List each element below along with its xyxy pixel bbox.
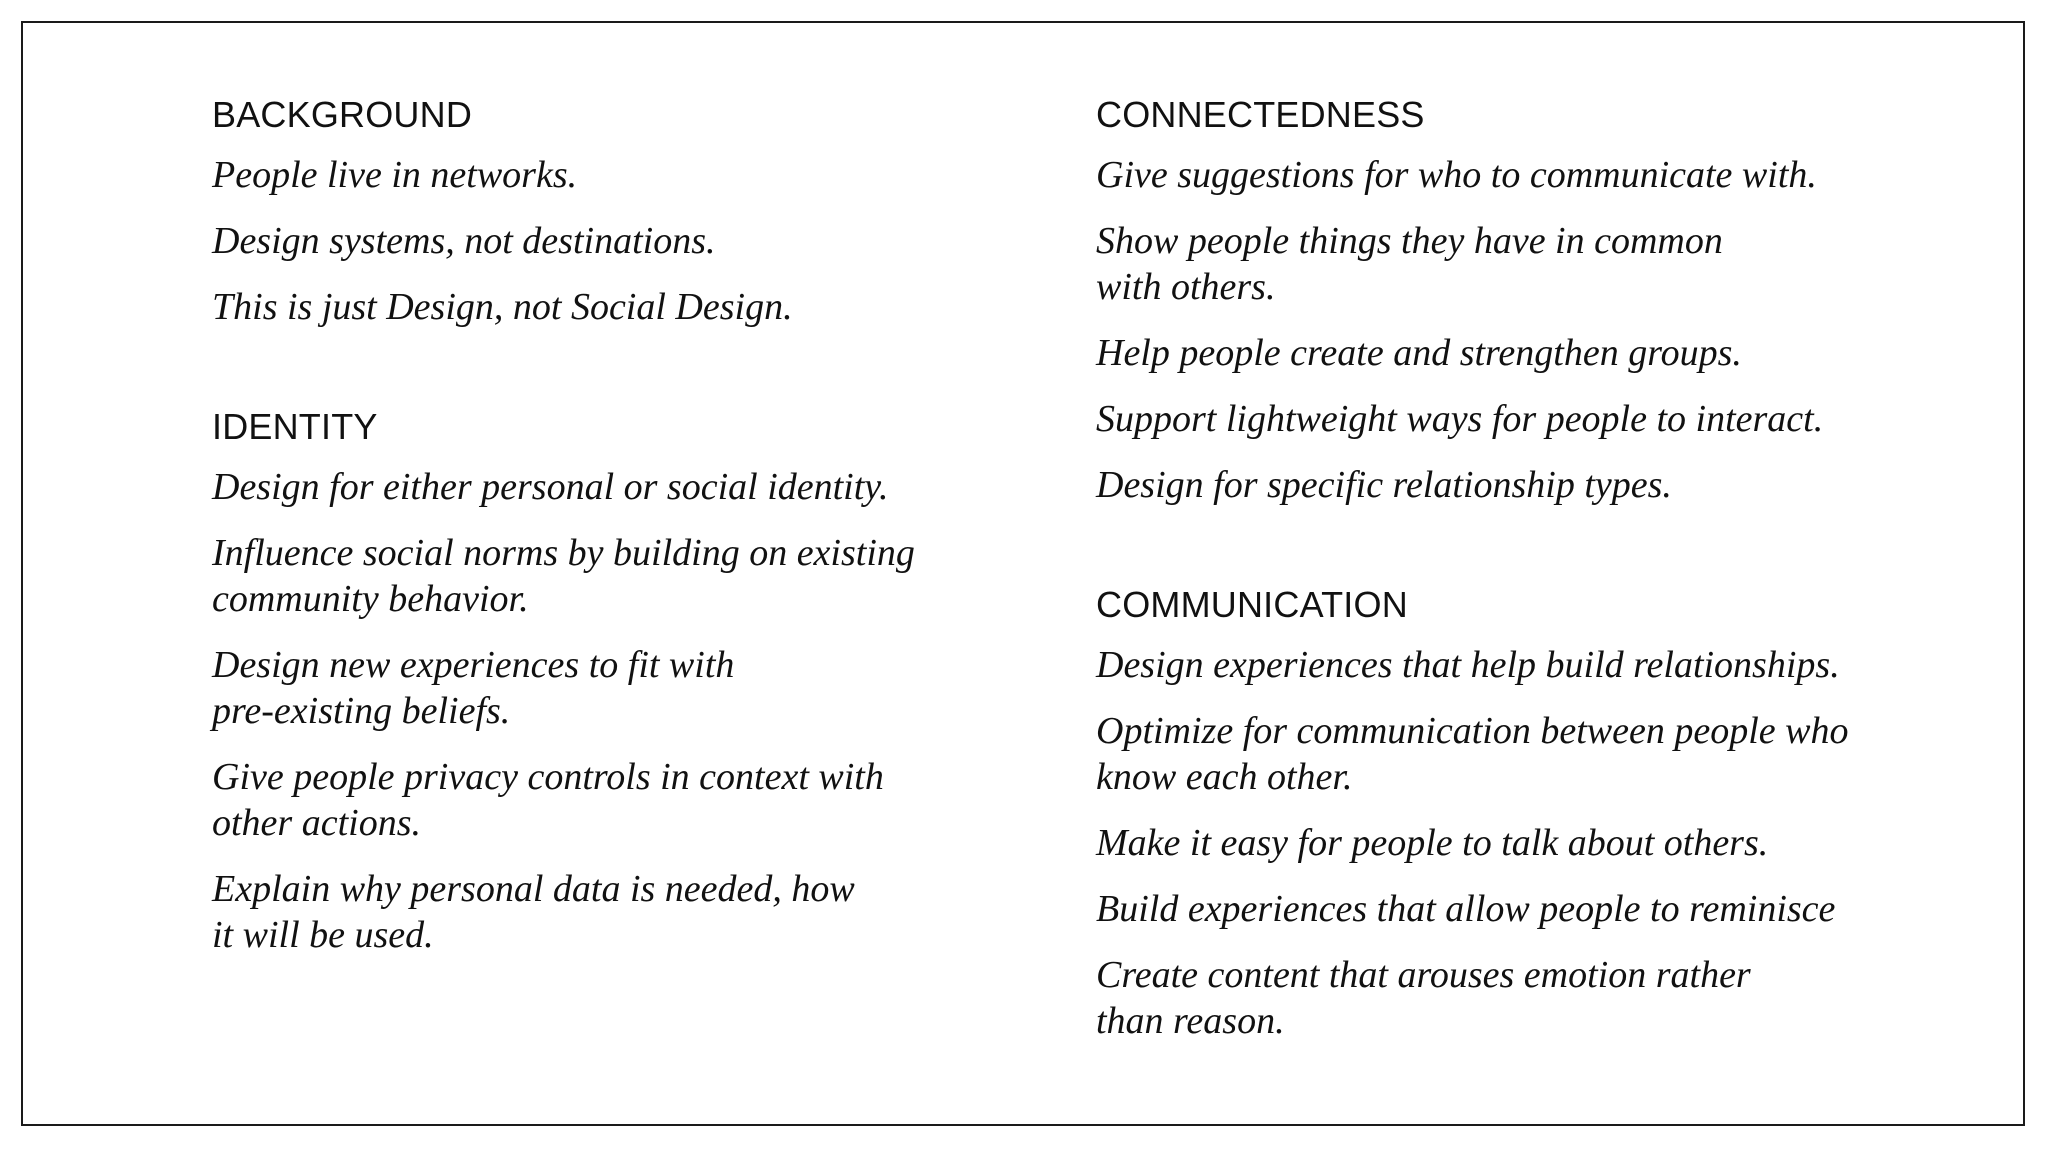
section-heading: COMMUNICATION: [1096, 584, 1408, 625]
principle-item: Design for either personal or social identity.: [212, 466, 889, 508]
communication-section: [1096, 580, 1956, 1044]
background-section: [212, 90, 972, 330]
principle-item: Design new experiences to fit with pre-existing beliefs.: [212, 644, 735, 732]
principle-item: Build experiences that allow people to reminisce: [1096, 888, 1836, 930]
principle-item: This is just Design, not Social Design.: [212, 286, 793, 328]
connectedness-section: [1096, 90, 1956, 508]
principle-item: People live in networks.: [212, 154, 578, 196]
section-heading: CONNECTEDNESS: [1096, 94, 1425, 135]
principle-item: Design systems, not destinations.: [212, 220, 716, 262]
principle-item: Create content that arouses emotion rather than reason.: [1096, 954, 1751, 1042]
principle-item: Support lightweight ways for people to interact.: [1096, 398, 1824, 440]
principle-item: Help people create and strengthen groups.: [1096, 332, 1742, 374]
left-column: [212, 90, 972, 978]
principle-item: Explain why personal data is needed, how it will be used.: [212, 868, 855, 956]
principle-item: Design experiences that help build relationships.: [1096, 644, 1840, 686]
principle-item: Optimize for communication between people who know each other.: [1096, 710, 1849, 798]
principle-item: Make it easy for people to talk about others.: [1096, 822, 1769, 864]
right-column: [1096, 90, 1956, 1064]
section-heading: BACKGROUND: [212, 94, 473, 135]
principle-item: Influence social norms by building on existing community behavior.: [212, 532, 915, 620]
principle-item: Show people things they have in common with others.: [1096, 220, 1723, 308]
principle-item: Give people privacy controls in context with other actions.: [212, 756, 884, 844]
principle-item: Design for specific relationship types.: [1096, 464, 1672, 506]
section-heading: IDENTITY: [212, 406, 378, 447]
principle-item: Give suggestions for who to communicate with.: [1096, 154, 1817, 196]
identity-section: [212, 402, 972, 958]
